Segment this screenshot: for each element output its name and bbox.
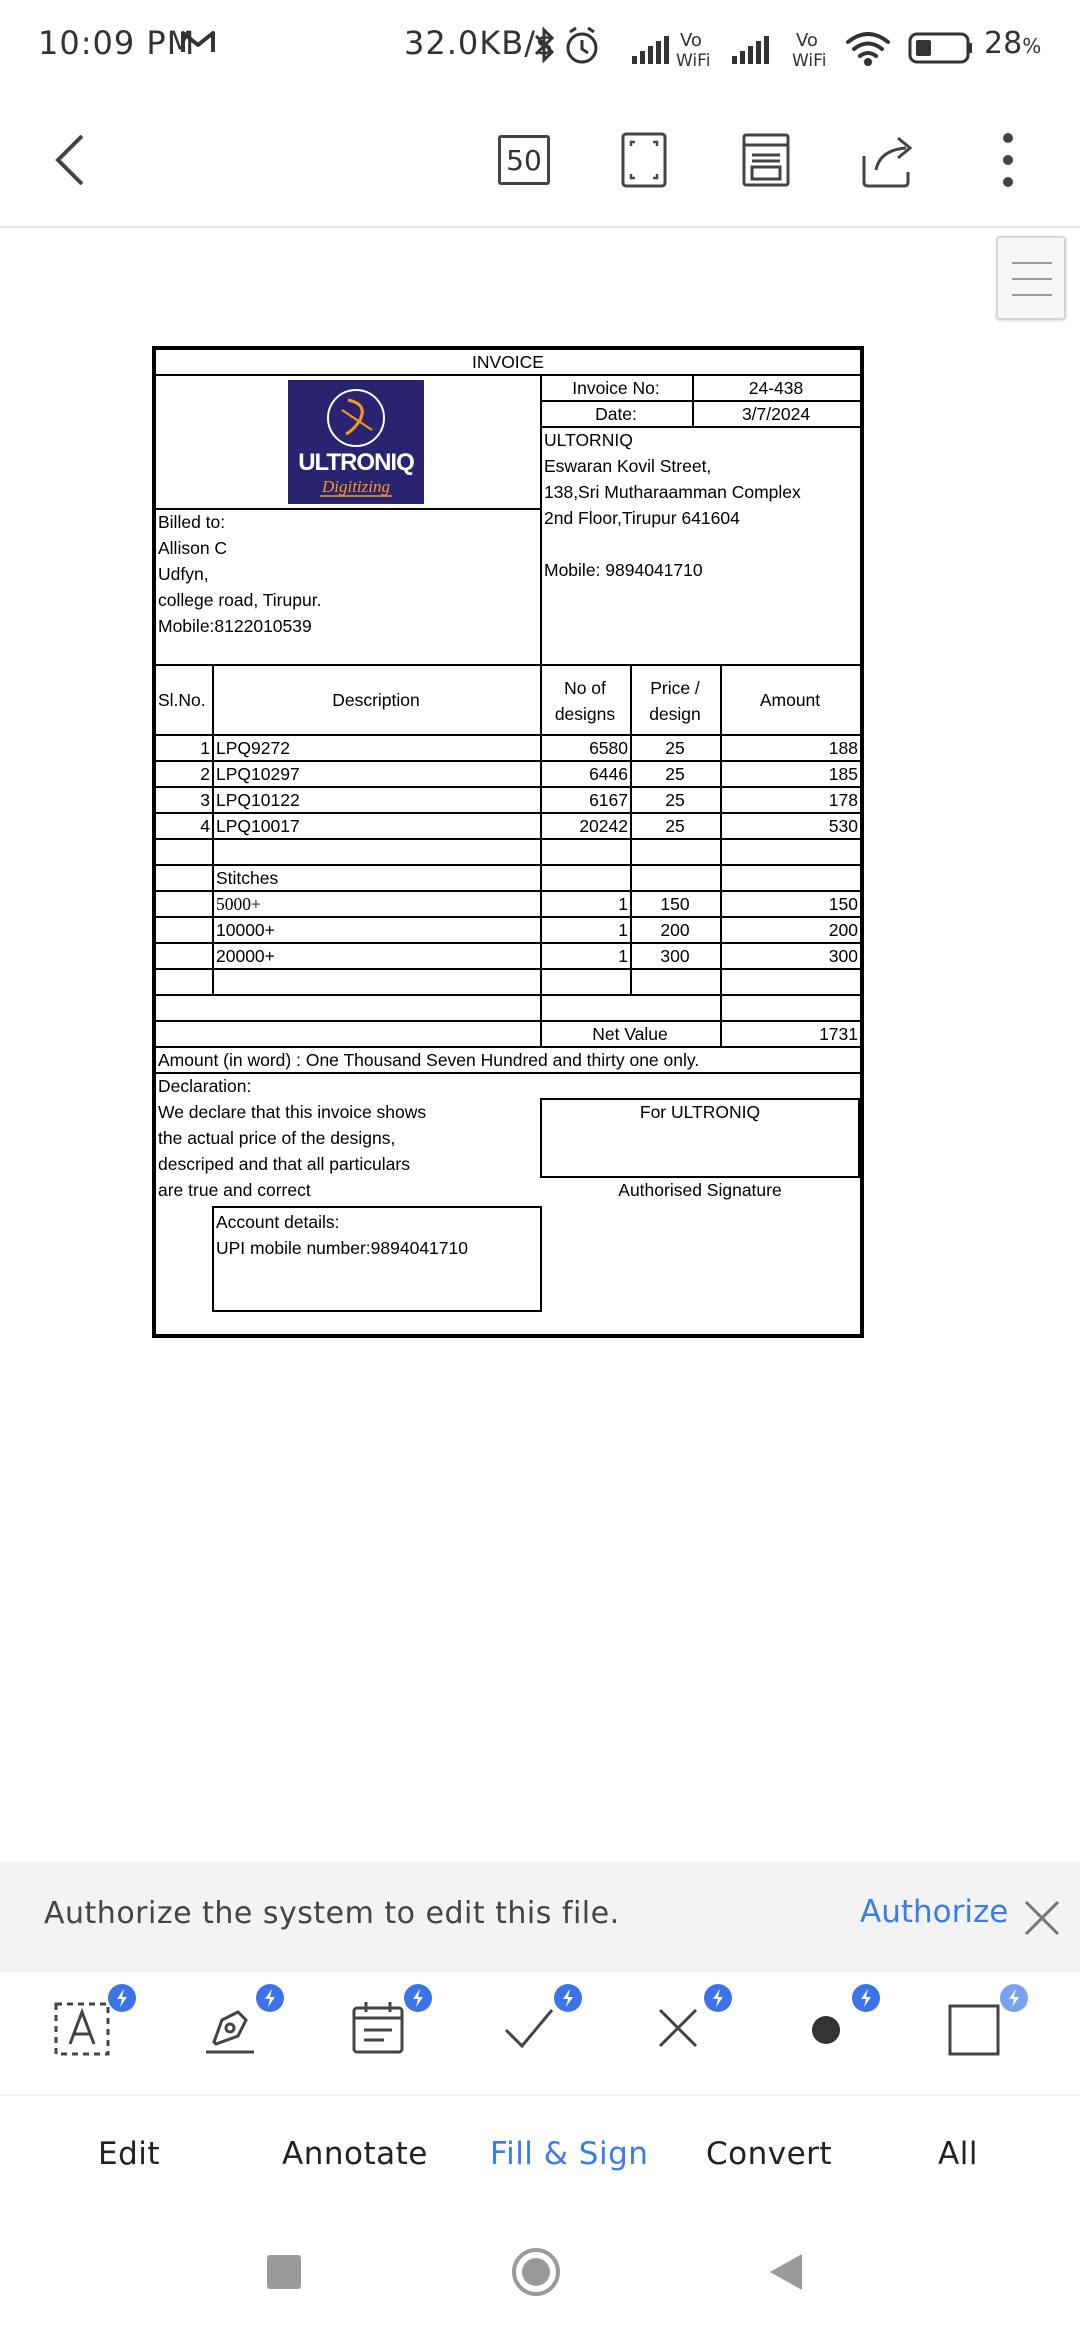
pro-badge-icon (404, 1984, 432, 2012)
pen-annotate-tool[interactable] (200, 1998, 270, 2068)
item-sl: 3 (200, 790, 210, 810)
dot-icon (796, 1998, 856, 2058)
stitch-price: 300 (660, 946, 690, 966)
stitch-price: 150 (660, 894, 690, 914)
pen-icon (200, 1998, 260, 2058)
text-edit-icon (52, 1998, 112, 2058)
stitch-amount: 300 (828, 946, 858, 966)
item-desc: LPQ9272 (216, 738, 290, 758)
gmail-icon (180, 28, 216, 56)
stitch-amount: 200 (828, 920, 858, 940)
tab-all[interactable]: All (938, 2136, 978, 2172)
item-desc: LPQ10122 (216, 790, 300, 810)
for-company: For ULTRONIQ (639, 1102, 761, 1122)
network-speed: 32.0KB/s (404, 24, 554, 62)
stitch-qty: 1 (618, 894, 628, 914)
seller-name: ULTORNIQ (544, 430, 633, 450)
bluetooth-icon (536, 30, 552, 60)
billed-to-mobile: Mobile:8122010539 (158, 616, 312, 636)
more-options-button[interactable] (968, 120, 1048, 200)
item-price: 25 (665, 816, 685, 836)
system-nav-bar (0, 2214, 1080, 2340)
svg-text:WiFi: WiFi (792, 51, 827, 70)
item-price: 25 (665, 790, 685, 810)
pro-badge-icon (852, 1984, 880, 2012)
col-header-amount: Amount (759, 690, 821, 710)
billed-to-address: college road, Tirupur. (158, 590, 322, 610)
net-value: 1731 (819, 1024, 858, 1044)
more-vertical-icon (1000, 132, 1016, 188)
status-icons (532, 22, 972, 70)
signal-icon-2 (732, 36, 769, 64)
cross-icon (648, 1998, 708, 2058)
authorize-button[interactable]: Authorize (860, 1894, 1009, 1930)
back-button[interactable] (30, 120, 110, 200)
declaration-line: are true and correct (158, 1180, 311, 1200)
pro-badge-icon (256, 1984, 284, 2012)
billed-to-label: Billed to: (158, 512, 226, 532)
stitch-amount: 150 (828, 894, 858, 914)
col-header-slno: Sl.No. (158, 690, 206, 710)
dot-tool[interactable] (796, 1998, 866, 2068)
page-layout-icon (742, 133, 790, 187)
page-count-button[interactable] (484, 120, 564, 200)
item-desc: LPQ10017 (216, 816, 300, 836)
svg-text:Digitizing: Digitizing (321, 477, 391, 496)
item-qty: 20242 (579, 816, 628, 836)
battery-percent: 28% (984, 26, 1042, 61)
back-nav-button[interactable] (766, 2252, 804, 2292)
tab-annotate[interactable]: Annotate (282, 2136, 428, 2172)
bottom-tabs (0, 2094, 1080, 2214)
chevron-left-icon (50, 130, 90, 190)
pro-badge-icon (1000, 1984, 1028, 2012)
item-sl: 1 (200, 738, 210, 758)
stitch-price: 200 (660, 920, 690, 940)
svg-text:Vo: Vo (680, 30, 702, 51)
signal-icon-1 (632, 36, 669, 64)
status-time: 10:09 PM (38, 24, 196, 62)
net-value-label: Net Value (592, 1024, 668, 1044)
battery-icon (910, 34, 972, 62)
col-header-price-1: Price / (650, 678, 700, 698)
declaration-line: the actual price of the designs, (158, 1128, 396, 1148)
seller-address-1: Eswaran Kovil Street, (544, 456, 712, 476)
top-toolbar (0, 92, 1080, 228)
item-sl: 2 (200, 764, 210, 784)
pro-badge-icon (704, 1984, 732, 2012)
item-qty: 6446 (589, 764, 628, 784)
stitch-qty: 1 (618, 920, 628, 940)
status-bar (0, 0, 1080, 92)
col-header-price-2: design (649, 704, 701, 724)
declaration-label: Declaration: (158, 1076, 252, 1096)
stitch-desc: 20000+ (216, 946, 275, 966)
svg-text:WiFi: WiFi (676, 51, 711, 70)
stitch-desc: 10000+ (216, 920, 275, 940)
amount-in-words: Amount (in word) : One Thousand Seven Hundred and thirty one only. (158, 1050, 700, 1070)
page-layout-button[interactable] (726, 120, 806, 200)
item-sl: 4 (200, 816, 210, 836)
col-header-designs-1: No of (564, 678, 606, 698)
invoice-date: 3/7/2024 (741, 404, 811, 424)
invoice-no: 24-438 (748, 378, 804, 398)
seller-mobile: Mobile: 9894041710 (544, 560, 703, 580)
cross-mark-tool[interactable] (648, 1998, 718, 2068)
share-icon (858, 132, 918, 188)
col-header-designs-2: designs (554, 704, 616, 724)
item-amount: 178 (828, 790, 858, 810)
stitches-label: Stitches (216, 868, 279, 888)
item-amount: 188 (828, 738, 858, 758)
rectangle-tool[interactable] (944, 1998, 1014, 2068)
rectangle-icon (944, 1998, 1004, 2058)
col-header-description: Description (332, 690, 420, 710)
pro-badge-icon (108, 1984, 136, 2012)
calendar-form-icon (348, 1998, 408, 2058)
wifi-icon (848, 34, 888, 64)
tab-fill-sign[interactable]: Fill & Sign (490, 2136, 649, 2172)
tab-edit[interactable]: Edit (98, 2136, 161, 2172)
fullscreen-button[interactable] (604, 120, 684, 200)
seller-address-3: 2nd Floor,Tirupur 641604 (544, 508, 740, 528)
form-fill-tool[interactable] (348, 1998, 418, 2068)
item-desc: LPQ10297 (216, 764, 300, 784)
menu-icon (1012, 262, 1052, 264)
recents-button[interactable] (266, 2254, 302, 2290)
authorised-signature: Authorised Signature (618, 1180, 782, 1200)
date-label: Date: (595, 404, 637, 424)
declaration-line: We declare that this invoice shows (158, 1102, 427, 1122)
invoice-no-label: Invoice No: (572, 378, 660, 398)
invoice-title: INVOICE (472, 352, 544, 372)
declaration-line: descriped and that all particulars (158, 1154, 410, 1174)
svg-text:Vo: Vo (796, 30, 818, 51)
account-details-label: Account details: (216, 1212, 340, 1232)
tab-convert[interactable]: Convert (706, 2136, 833, 2172)
item-amount: 185 (828, 764, 858, 784)
billed-to-company: Udfyn, (158, 564, 209, 584)
page-count-badge: 50 (498, 135, 550, 185)
stitch-desc: 5000+ (216, 894, 261, 914)
item-qty: 6167 (589, 790, 628, 810)
stitch-qty: 1 (618, 946, 628, 966)
billed-to-name: Allison C (158, 538, 228, 558)
item-qty: 6580 (589, 738, 628, 758)
seller-address-2: 138,Sri Mutharaamman Complex (544, 482, 801, 502)
checkmark-icon (498, 1998, 558, 2058)
upi-number: UPI mobile number:9894041710 (216, 1238, 468, 1258)
alarm-icon (568, 28, 596, 62)
invoice-page (152, 346, 864, 1338)
check-mark-tool[interactable] (498, 1998, 568, 2068)
outline-menu-button[interactable] (996, 236, 1066, 320)
authorize-banner (0, 1862, 1080, 1972)
item-amount: 530 (828, 816, 858, 836)
close-icon[interactable] (1020, 1896, 1064, 1940)
share-button[interactable] (848, 120, 928, 200)
ultroniq-logo (288, 380, 424, 504)
authorize-message: Authorize the system to edit this file. (44, 1896, 620, 1931)
item-price: 25 (665, 738, 685, 758)
tool-row (0, 1972, 1080, 2092)
pro-badge-icon (554, 1984, 582, 2012)
home-button[interactable] (510, 2246, 562, 2298)
item-price: 25 (665, 764, 685, 784)
fullscreen-icon (621, 132, 667, 188)
text-edit-tool[interactable] (52, 1998, 122, 2068)
svg-text:ULTRONIQ: ULTRONIQ (298, 449, 414, 476)
